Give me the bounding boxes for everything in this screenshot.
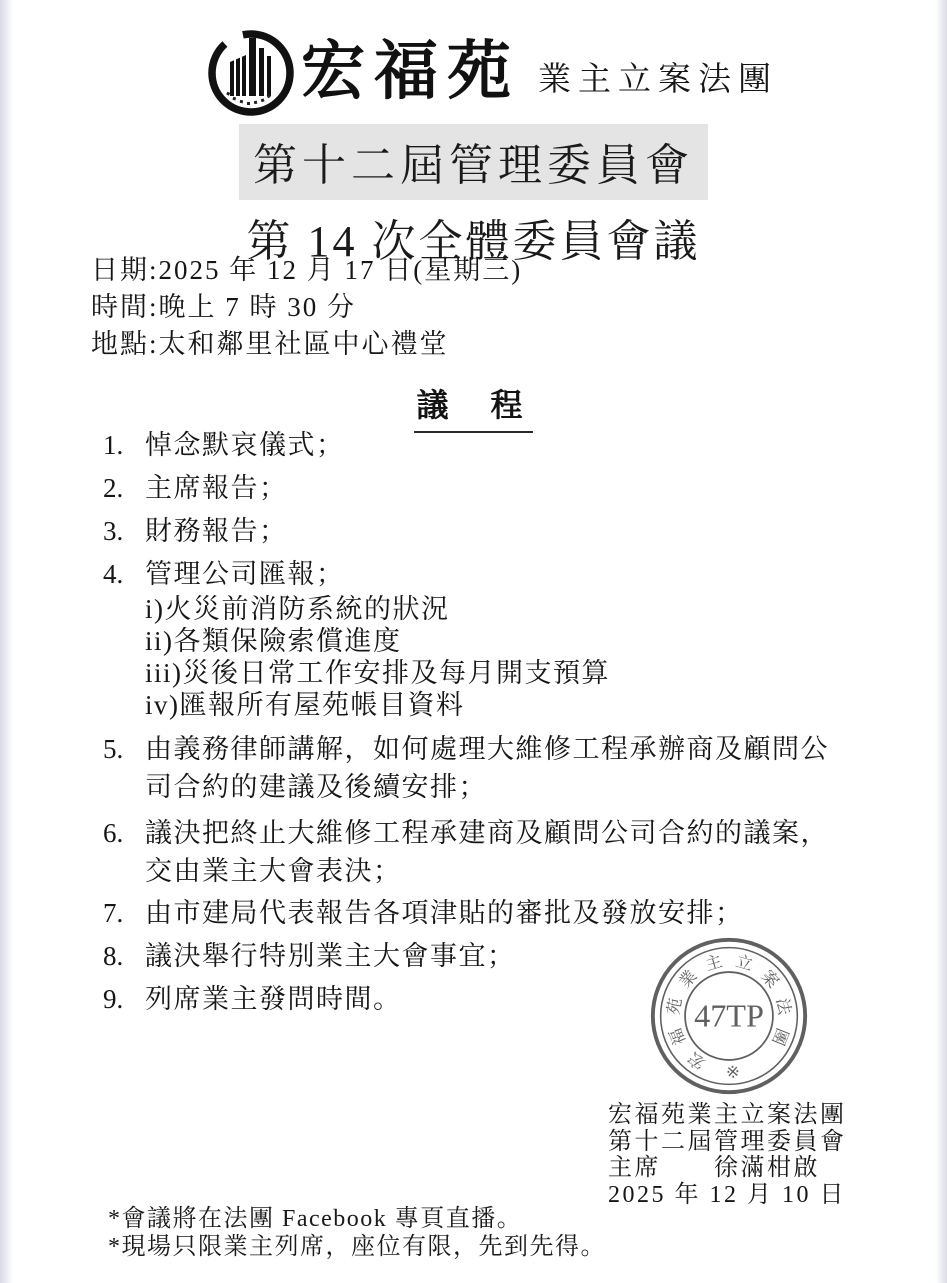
corporation-seal-stamp (646, 933, 812, 1099)
footnotes-block (108, 1206, 606, 1261)
agenda-heading-char2: 程 (490, 387, 523, 423)
agenda-subitem-i: i)火災前消防系統的狀況 (145, 594, 450, 624)
agenda-heading-char1: 議 (416, 387, 449, 423)
agenda-item-8: 8. 議決舉行特別業主大會事宜； (103, 941, 516, 971)
signature-block (608, 1102, 847, 1208)
footnote-livestream: *會議將在法團 Facebook 專頁直播。 (108, 1206, 523, 1232)
estate-logo-icon (205, 26, 297, 118)
footnote-seating: *現場只限業主列席，座位有限，先到先得。 (108, 1233, 606, 1260)
agenda-subitem-iii: iii)災後日常工作安排及每月開支預算 (145, 658, 610, 688)
signature-date: 2025 年 12 月 10 日 (608, 1181, 846, 1208)
committee-title-highlighted: 第十二屆管理委員會 (239, 124, 708, 200)
meeting-venue: 地點:太和鄰里社區中心禮堂 (91, 329, 449, 359)
signature-committee: 第十二屆管理委員會 (608, 1128, 847, 1155)
agenda-item-1: 1. 悼念默哀儀式； (103, 430, 345, 460)
seal-center-code: 47TP (694, 997, 764, 1034)
agenda-item-9: 9. 列席業主發問時間。 (103, 984, 402, 1014)
agenda-item-5: 5. 由義務律師講解，如何處理大維修工程承辦商及顧問公司合約的建議及後續安排； (103, 734, 829, 802)
agenda-item-4-subitems (103, 593, 883, 721)
seal-ring-char: 宏 (684, 1048, 709, 1074)
signature-chairman: 主席 徐滿柑啟 (608, 1155, 820, 1181)
owners-corporation-label: 業主立案法團 (538, 62, 778, 98)
signature-org: 宏福苑業主立案法團 (608, 1102, 847, 1128)
agenda-item-2: 2. 主席報告； (103, 473, 288, 503)
seal-ring-char: 主 (703, 951, 725, 975)
seal-ring-char: 苑 (663, 996, 686, 1017)
agenda-item-4: 4. 管理公司匯報； (103, 559, 345, 589)
seal-ring-char: 法 (772, 996, 795, 1017)
meeting-time: 時間:晚上 7 時 30 分 (91, 292, 357, 322)
agenda-item-3: 3. 財務報告； (103, 516, 288, 546)
meeting-date: 日期:2025 年 12 月 17 日(星期三) (91, 255, 523, 285)
seal-ring-char: ※ (725, 1061, 741, 1082)
seal-ring-char: 立 (733, 951, 755, 975)
agenda-heading (0, 380, 947, 433)
seal-ring-char: 業 (675, 966, 701, 992)
meeting-title: 第 14 次全體委員會議 (246, 217, 701, 266)
meeting-info-block (91, 252, 522, 363)
agenda-subitem-iv: iv)匯報所有屋苑帳目資料 (145, 690, 465, 720)
seal-ring-char: 案 (757, 966, 783, 992)
seal-ring-char: 福 (665, 1025, 690, 1048)
seal-ring-char: 團 (768, 1025, 793, 1048)
agenda-subitem-ii: ii)各類保險索償進度 (145, 626, 402, 656)
document-title-block (0, 124, 947, 269)
agenda-item-6: 6. 議決把終止大維修工程承建商及顧問公司合約的議案，交由業主大會表決； (103, 818, 829, 886)
agenda-item-7: 7. 由市建局代表報告各項津貼的審批及發放安排； (103, 898, 744, 928)
estate-name: 宏福苑 (301, 36, 520, 107)
document-header (205, 26, 778, 118)
